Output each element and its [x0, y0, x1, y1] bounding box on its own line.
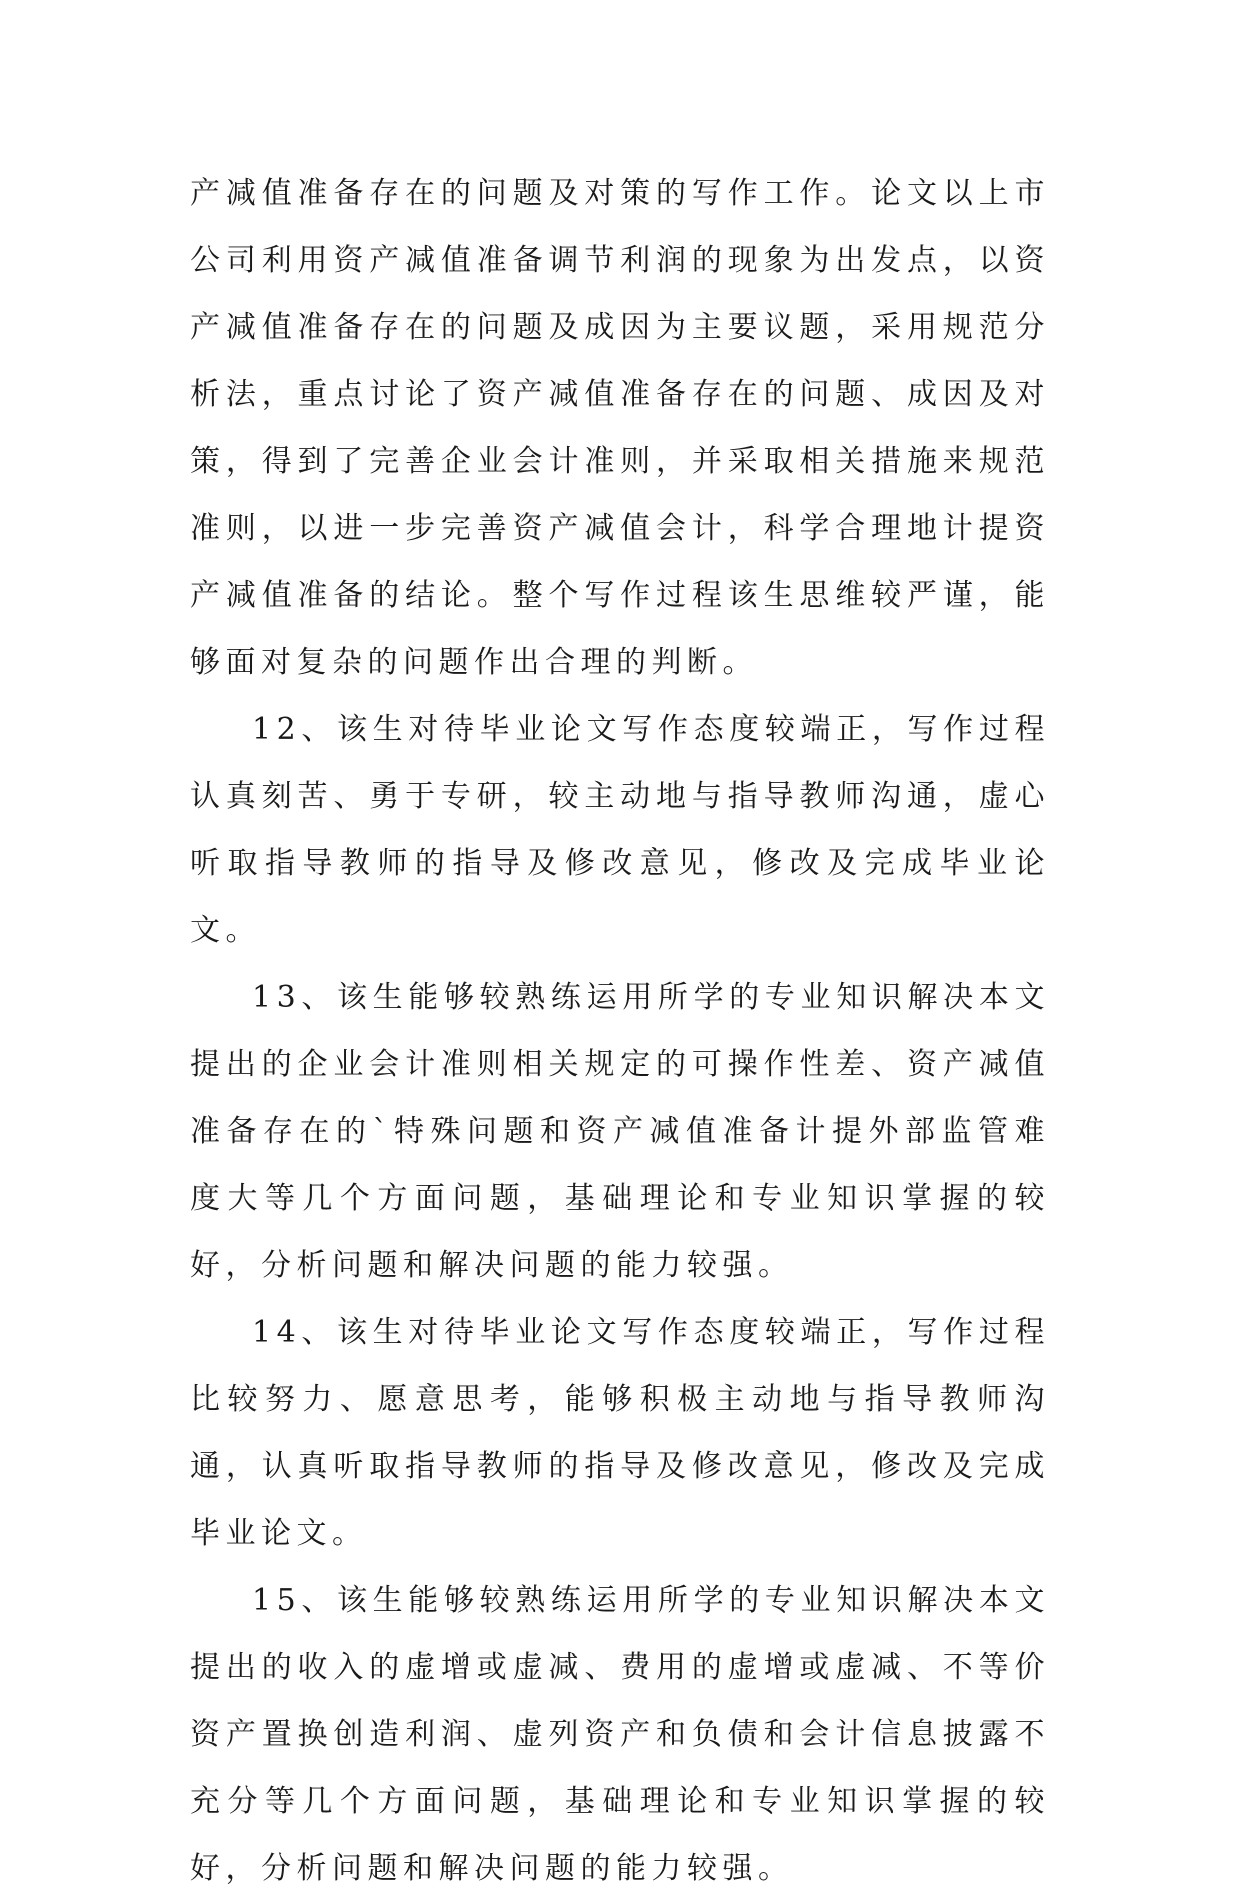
document-body: [190, 160, 1050, 1902]
paragraph-item-12: 12、该生对待毕业论文写作态度较端正，写作过程认真刻苦、勇于专研，较主动地与指导教师沟通，虚心听取指导教师的指导及修改意见，修改及完成毕业论文。: [190, 712, 1050, 948]
paragraph-item-13: 13、该生能够较熟练运用所学的专业知识解决本文提出的企业会计准则相关规定的可操作性差、资产减值准备存在的`特殊问题和资产减值准备计提外部监管难度大等几个方面问题，基础理论和专业知识掌握的较好，分析问题和解决问题的能力较强。: [190, 980, 1050, 1283]
paragraph-continuation: 产减值准备存在的问题及对策的写作工作。论文以上市公司利用资产减值准备调节利润的现象为出发点，以资产减值准备存在的问题及成因为主要议题，采用规范分析法，重点讨论了资产减值准备存在的问题、成因及对策，得到了完善企业会计准则，并采取相关措施来规范准则，以进一步完善资产减值会计，科学合理地计提资产减值准备的结论。整个写作过程该生思维较严谨，能够面对复杂的问题作出合理的判断。: [190, 176, 1050, 680]
paragraph-item-15: 15、该生能够较熟练运用所学的专业知识解决本文提出的收入的虚增或虚减、费用的虚增或虚减、不等价资产置换创造利润、虚列资产和负债和会计信息披露不充分等几个方面问题，基础理论和专业知识掌握的较好，分析问题和解决问题的能力较强。: [190, 1583, 1050, 1886]
paragraph-item-14: 14、该生对待毕业论文写作态度较端正，写作过程比较努力、愿意思考，能够积极主动地与指导教师沟通，认真听取指导教师的指导及修改意见，修改及完成毕业论文。: [190, 1315, 1050, 1551]
